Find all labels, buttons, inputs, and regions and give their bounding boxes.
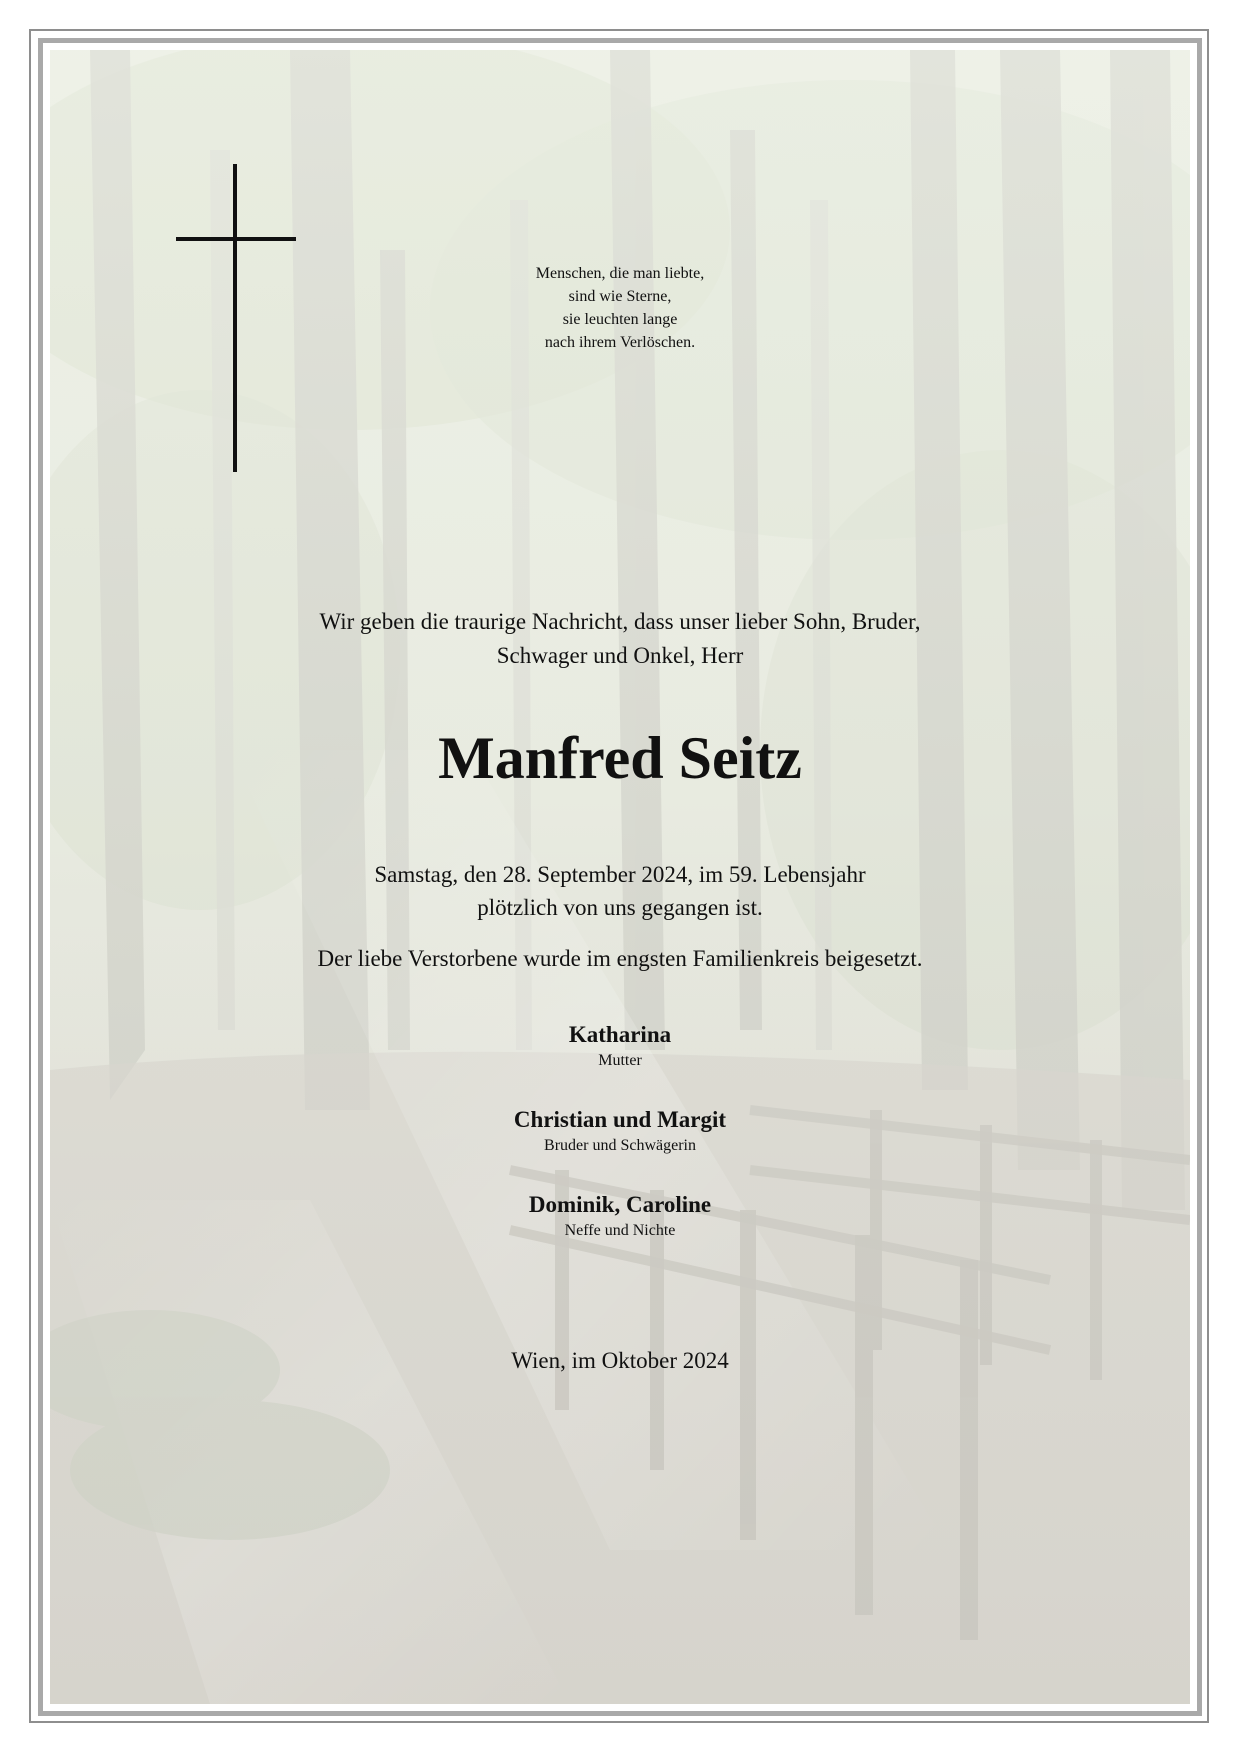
memorial-poem — [420, 262, 820, 354]
poem-line: nach ihrem Verlöschen. — [544, 334, 696, 351]
poem-line: sind wie Sterne, — [568, 288, 672, 305]
intro-line: Wir geben die traurige Nachricht, dass unser lieber Sohn, Bruder, — [319, 609, 921, 634]
poem-line: sie leuchten lange — [562, 311, 678, 328]
mourner-name: Katharina — [568, 1022, 672, 1047]
intro-line: Schwager und Onkel, Herr — [496, 643, 744, 668]
mourner-relation: Mutter — [598, 1052, 642, 1069]
mourner-name: Dominik, Caroline — [528, 1192, 712, 1217]
poem-line: Menschen, die man liebte, — [535, 265, 705, 282]
mourner-relation: Bruder und Schwägerin — [544, 1137, 696, 1154]
date-line: Samstag, den 28. September 2024, im 59. Lebensjahr — [374, 862, 866, 887]
deceased-name: Manfred Seitz — [438, 725, 802, 791]
mourner-relation: Neffe und Nichte — [564, 1222, 676, 1239]
date-of-death — [150, 858, 1090, 924]
death-announcement-intro — [150, 605, 1090, 673]
mourner-entry — [150, 1105, 1090, 1157]
place-and-date: Wien, im Oktober 2024 — [511, 1348, 729, 1373]
date-line: plötzlich von uns gegangen ist. — [477, 895, 763, 920]
burial-note: Der liebe Verstorbene wurde im engsten Familienkreis beigesetzt. — [317, 946, 923, 971]
mourner-entry — [150, 1190, 1090, 1242]
mourner-name: Christian und Margit — [513, 1107, 727, 1132]
mourner-entry — [150, 1020, 1090, 1072]
